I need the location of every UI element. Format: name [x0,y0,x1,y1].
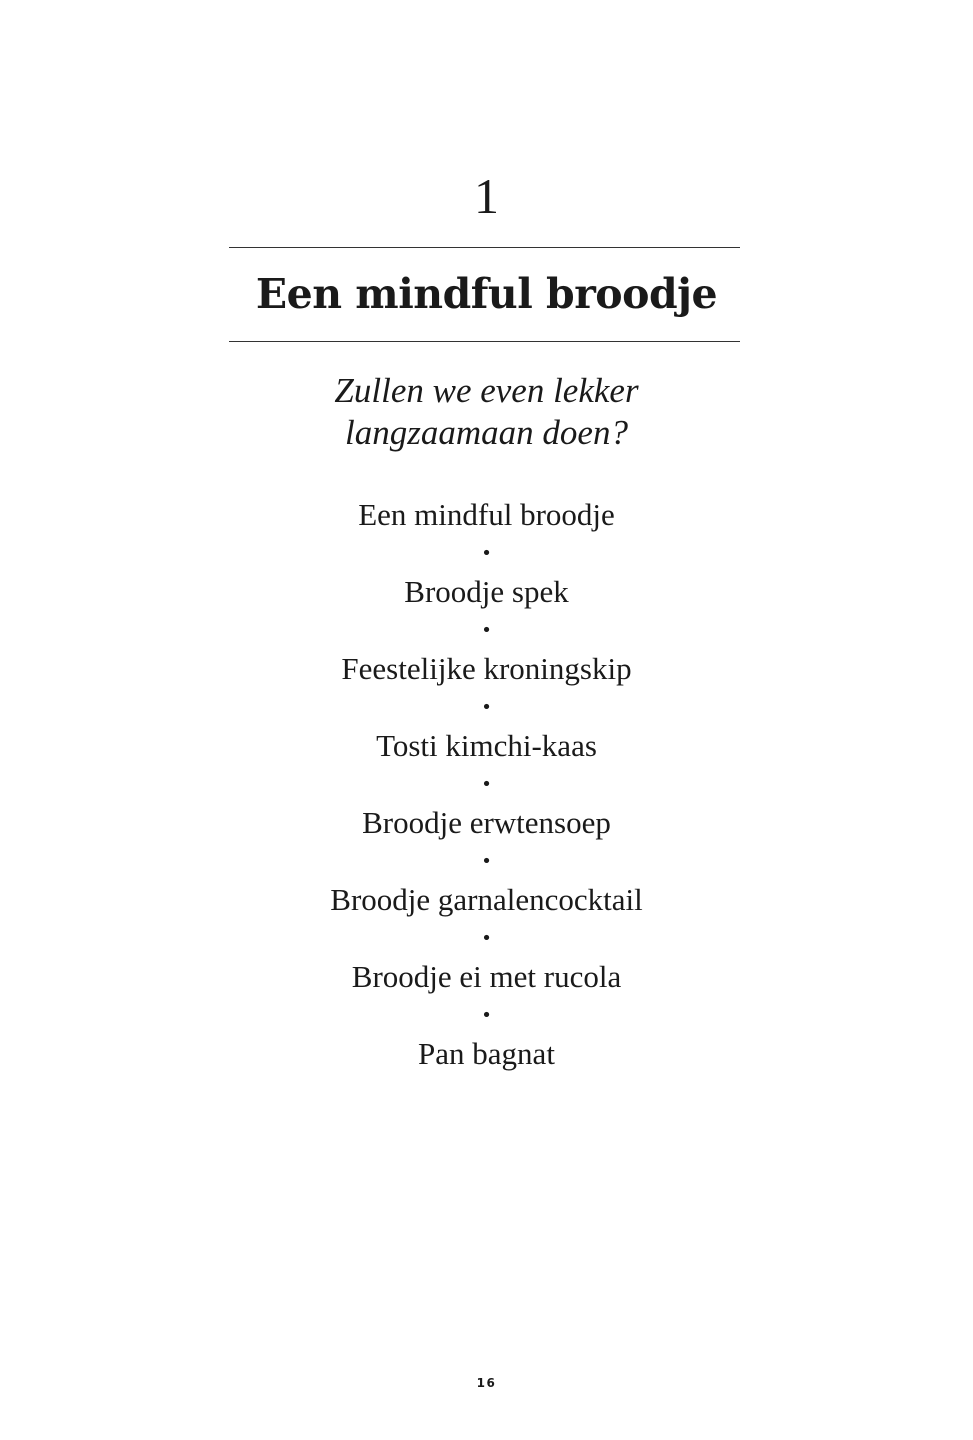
bullet-separator: • [481,620,492,641]
recipe-item: Broodje spek [404,574,569,609]
recipe-item: Broodje erwtensoep [362,805,611,840]
chapter-subtitle [0,370,973,454]
bullet-separator: • [481,543,492,564]
bullet-separator: • [481,697,492,718]
title-rule-bottom [229,341,740,342]
recipe-item: Broodje ei met rucola [351,959,622,994]
bullet-separator: • [481,1005,492,1026]
recipe-item: Pan bagnat [418,1036,555,1071]
recipe-list [0,493,973,1076]
page-number: 16 [476,1376,497,1390]
subtitle-line-1: Zullen we even lekker [334,371,639,410]
title-rule-top [229,247,740,248]
bullet-separator: • [481,928,492,949]
recipe-item: Een mindful broodje [358,497,615,532]
bullet-separator: • [481,774,492,795]
chapter-title: Een mindful broodje [255,270,718,318]
recipe-item: Feestelijke kroningskip [341,651,632,686]
recipe-item: Broodje garnalencocktail [330,882,643,917]
recipe-item: Tosti kimchi-kaas [376,728,597,763]
subtitle-line-2: langzaamaan doen? [345,413,628,452]
chapter-number: 1 [474,168,499,224]
bullet-separator: • [481,851,492,872]
